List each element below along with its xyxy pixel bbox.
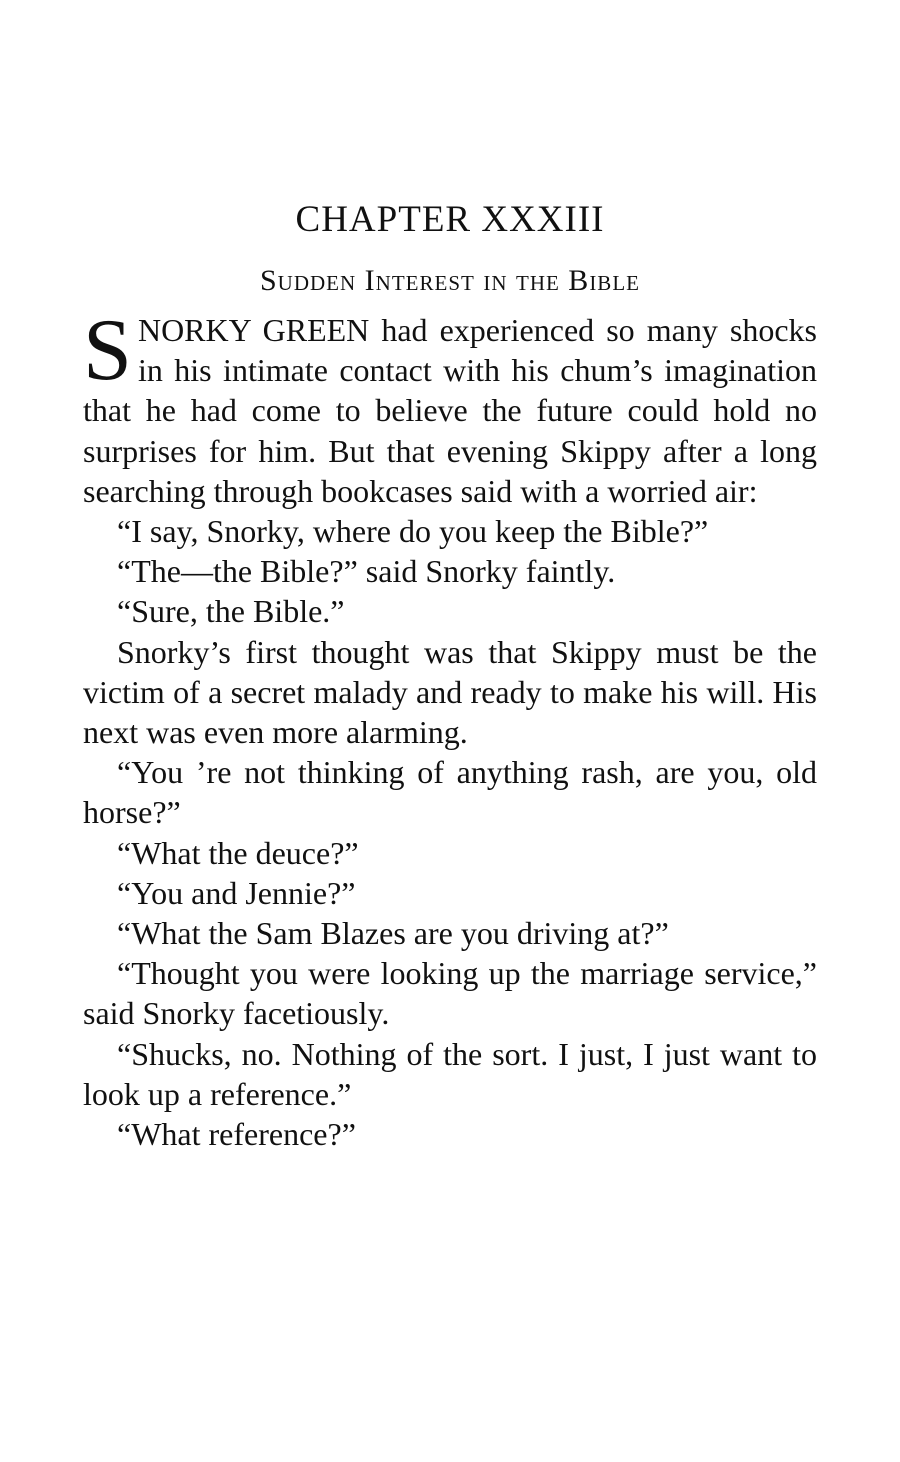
paragraph: “What the Sam Blazes are you driving at?” [117,915,669,952]
paragraph: “You and Jennie?” [117,874,356,911]
paragraph: “What the deuce?” [117,834,359,871]
opening-paragraph-text: NORKY GREEN had experienced so many shocks in his intimate contact with his chum’s imagination that he had come to believe the future could hold no surprises for him. But that evening Skippy after a long searching through bookcases said with a worried air: [83,312,817,509]
book-page [83,190,817,1154]
paragraph: “The—the Bible?” said Snorky faintly. [117,553,616,590]
drop-cap: S [83,302,132,399]
paragraph: “What reference?” [117,1116,356,1153]
paragraph: “Sure, the Bible.” [117,593,345,630]
paragraph: “Thought you were looking up the marriage service,” said Snorky facetiously. [83,955,817,1032]
chapter-heading: CHAPTER XXXIII [295,199,605,240]
paragraph: “Shucks, no. Nothing of the sort. I just, I just want to look up a reference.” [83,1035,817,1112]
paragraph: “You ’re not thinking of anything rash, are you, old horse?” [83,754,817,831]
chapter-subtitle: Sudden Interest in the Bible [260,264,640,297]
paragraph: “I say, Snorky, where do you keep the Bible?” [117,513,709,550]
opening-paragraph [83,302,817,511]
paragraph: Snorky’s first thought was that Skippy must be the victim of a secret malady and ready to make his will. His next was even more alarming. [83,633,817,751]
